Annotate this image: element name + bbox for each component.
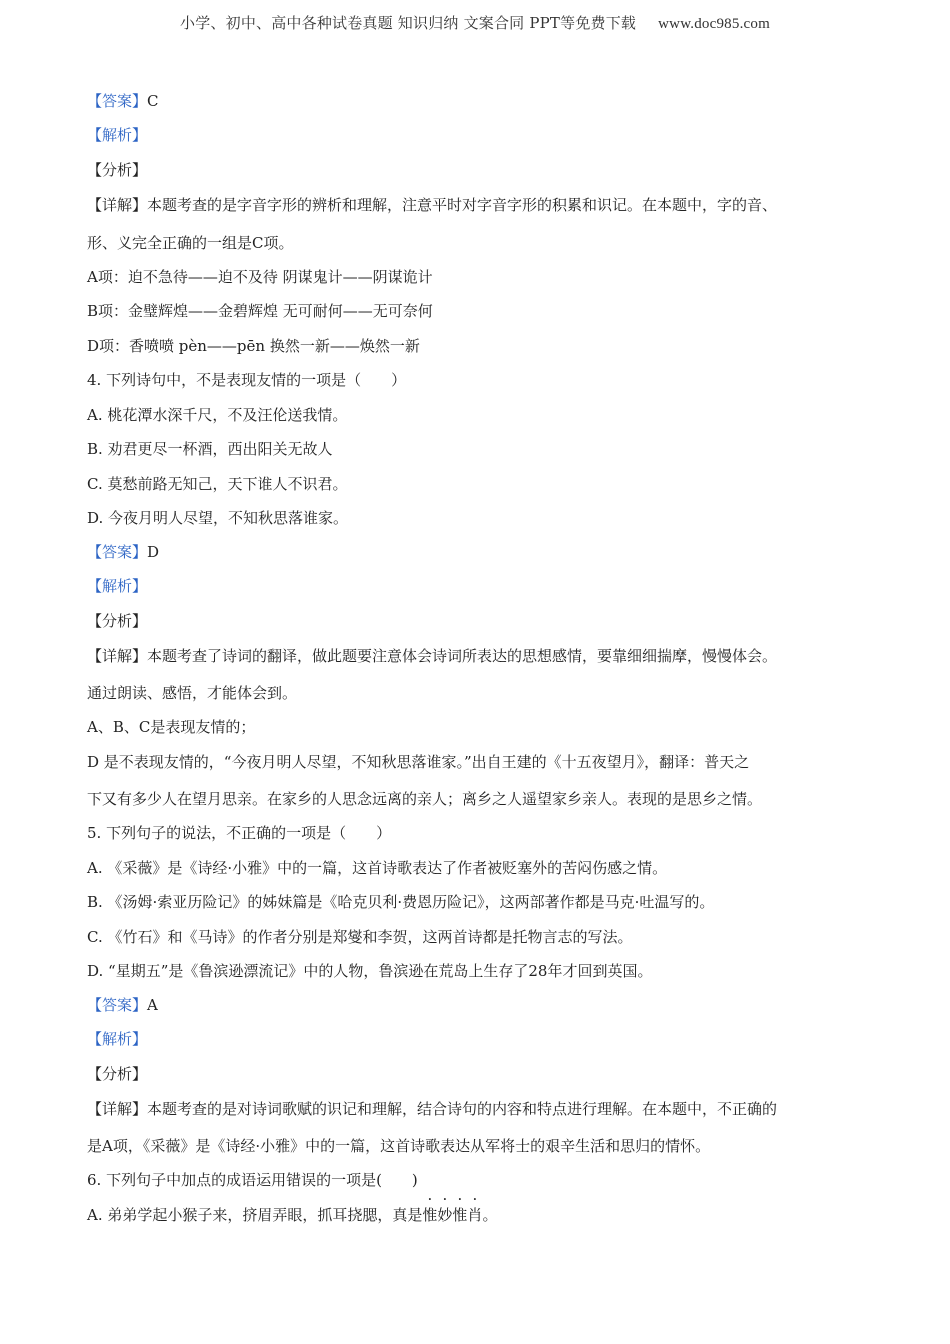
detail-tag: 【详解】 xyxy=(87,1100,148,1118)
q4-detail-line-2: 通过朗读、感悟，才能体会到。 xyxy=(87,684,298,702)
q4-line-d-2: 下又有多少人在望月思亲。在家乡的人思念远离的亲人；离乡之人遥望家乡亲人。表现的是思乡之情。 xyxy=(87,790,763,808)
header-site-link[interactable]: www.doc985.com xyxy=(658,16,770,32)
q5-jiexi-tag: 【解析】 xyxy=(87,1030,148,1048)
answer-tag: 【答案】 xyxy=(87,543,148,561)
q4-option-b: B. 劝君更尽一杯酒，西出阳关无故人 xyxy=(87,440,333,458)
answer-tag: 【答案】 xyxy=(87,996,148,1014)
q3-answer xyxy=(87,91,159,111)
q3-item-b: B项：金璧辉煌——金碧辉煌 无可耐何——无可奈何 xyxy=(87,302,433,320)
q3-detail-line-1 xyxy=(87,195,777,215)
answer-value: C xyxy=(147,92,159,110)
q4-option-d: D. 今夜月明人尽望，不知秋思落谁家。 xyxy=(87,509,349,527)
dotted-char: 惟 xyxy=(452,1206,468,1224)
q4-fenxi-tag: 【分析】 xyxy=(87,612,148,630)
q3-detail-line-2: 形、义完全正确的一组是C项。 xyxy=(87,234,294,252)
q5-fenxi-tag: 【分析】 xyxy=(87,1065,148,1083)
q3-item-a: A项：迫不急待——迫不及待 阴谋鬼计——阴谋诡计 xyxy=(87,268,433,286)
dotted-char: 惟 xyxy=(422,1206,438,1224)
q5-option-a: A. 《采薇》是《诗经·小雅》中的一篇，这首诗歌表达了作者被贬塞外的苦闷伤感之情。 xyxy=(87,859,668,877)
dotted-char: 妙 xyxy=(437,1206,453,1224)
header-text: 小学、初中、高中各种试卷真题 知识归纳 文案合同 PPT等免费下载 xyxy=(180,14,637,32)
option-suffix: 。 xyxy=(482,1206,498,1224)
q4-detail-line-1 xyxy=(87,646,777,666)
detail-text: 本题考查的是对诗词歌赋的识记和理解，结合诗句的内容和特点进行理解。在本题中，不正确的 xyxy=(147,1100,778,1118)
q5-option-d: D. “星期五”是《鲁滨逊漂流记》中的人物，鲁滨逊在荒岛上生存了28年才回到英国。 xyxy=(87,962,653,980)
q5-detail-line-1 xyxy=(87,1099,777,1119)
q5-detail-line-2: 是A项，《采薇》是《诗经·小雅》中的一篇，这首诗歌表达从军将士的艰辛生活和思归的情怀。 xyxy=(87,1137,711,1155)
q3-item-d: D项：香喷喷 pèn——pēn 换然一新——焕然一新 xyxy=(87,337,420,355)
detail-text: 本题考查的是字音字形的辨析和理解，注意平时对字音字形的积累和识记。在本题中，字的音、 xyxy=(147,196,778,214)
q4-line-d-1: D 是不表现友情的，“今夜月明人尽望，不知秋思落谁家。”出自王建的《十五夜望月》，翻译：普天之 xyxy=(87,753,750,771)
detail-text: 本题考查了诗词的翻译，做此题要注意体会诗词所表达的思想感情，要靠细细揣摩，慢慢体会。 xyxy=(147,647,778,665)
q5-option-c: C. 《竹石》和《马诗》的作者分别是郑燮和李贺，这两首诗都是托物言志的写法。 xyxy=(87,928,633,946)
q4-jiexi-tag: 【解析】 xyxy=(87,577,148,595)
q4-option-a: A. 桃花潭水深千尺，不及汪伦送我情。 xyxy=(87,406,348,424)
q4-answer xyxy=(87,542,159,562)
q5-stem: 5. 下列句子的说法，不正确的一项是（ ） xyxy=(87,824,392,842)
q6-option-a xyxy=(87,1205,497,1225)
page-header xyxy=(0,12,950,33)
q6-stem: 6. 下列句子中加点的成语运用错误的一项是( ) xyxy=(87,1171,418,1189)
answer-value: D xyxy=(147,543,160,561)
dotted-char: 肖 xyxy=(467,1206,483,1224)
q4-option-c: C. 莫愁前路无知己，天下谁人不识君。 xyxy=(87,475,348,493)
q3-jiexi-tag: 【解析】 xyxy=(87,126,148,144)
q5-answer xyxy=(87,995,158,1015)
q4-stem: 4. 下列诗句中，不是表现友情的一项是（ ） xyxy=(87,371,407,389)
q3-fenxi-tag: 【分析】 xyxy=(87,161,148,179)
detail-tag: 【详解】 xyxy=(87,647,148,665)
detail-tag: 【详解】 xyxy=(87,196,148,214)
option-text: A. 弟弟学起小猴子来，挤眉弄眼，抓耳挠腮，真是 xyxy=(87,1206,423,1224)
q4-line-abc: A、B、C是表现友情的； xyxy=(87,718,256,736)
answer-value: A xyxy=(147,996,158,1014)
answer-tag: 【答案】 xyxy=(87,92,148,110)
q5-option-b: B. 《汤姆·索亚历险记》的姊妹篇是《哈克贝利·费恩历险记》，这两部著作都是马克·吐温写的。 xyxy=(87,893,715,911)
